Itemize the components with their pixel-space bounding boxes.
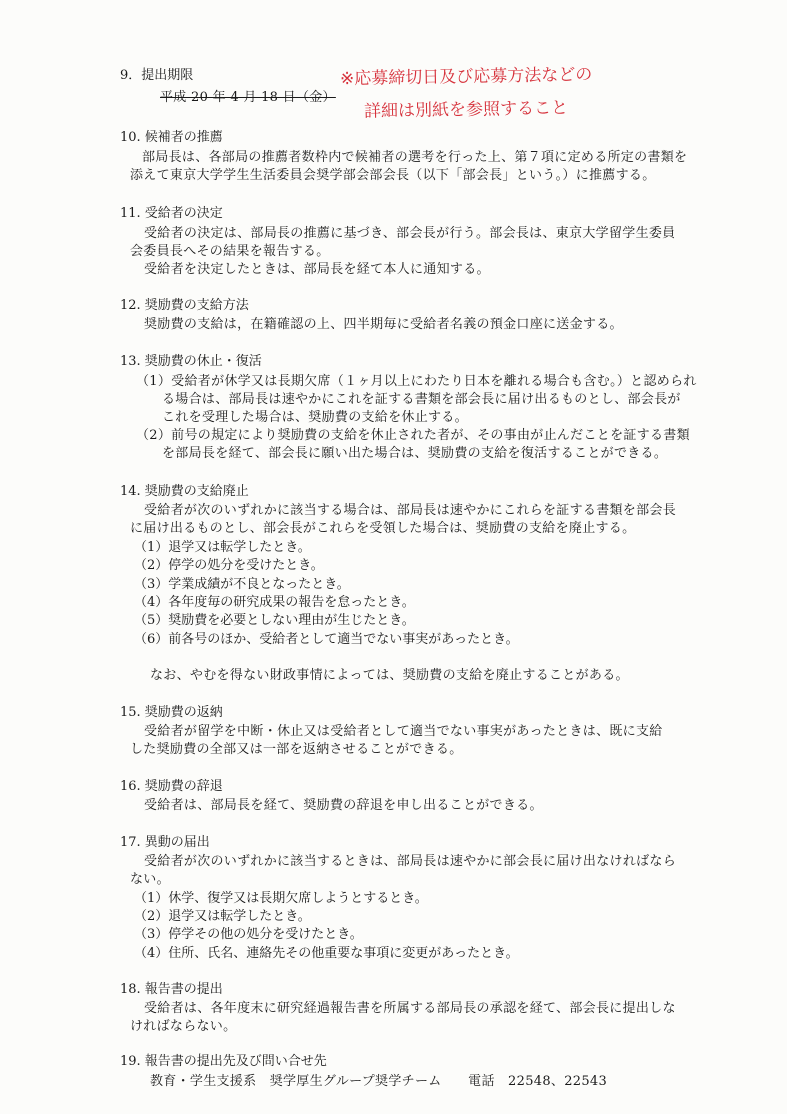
section-9-title: 9．提出期限 [120, 68, 194, 83]
handwritten-note-line-2: 詳細は別紙を参照すること [363, 98, 569, 122]
section-17-item: （2）退学又は転学したとき。 [134, 909, 311, 924]
section-14-item: （1）退学又は転学したとき。 [134, 540, 311, 555]
handwritten-note-line-1: ※応募締切日及び応募方法などの [339, 64, 593, 90]
section-15-title: 15. 奨励費の返納 [120, 705, 223, 720]
section-17-line: 受給者が次のいずれかに該当するときは、部局長は速やかに部会長に届け出なければなら [144, 854, 677, 869]
section-17-line: ない。 [130, 872, 170, 887]
section-14-item: （5）奨励費を必要としない理由が生じたとき。 [134, 613, 415, 628]
section-11-title: 11. 受給者の決定 [120, 206, 223, 221]
section-18-line: ければならない。 [130, 1019, 237, 1034]
section-14-line: に届け出るものとし、部会長がこれらを受領した場合は、奨励費の支給を廃止する。 [130, 521, 636, 536]
section-12-line: 奨励費の支給は，在籍確認の上、四半期毎に受給者名義の預金口座に送金する。 [144, 317, 623, 332]
section-18-line: 受給者は、各年度末に研究経過報告書を所属する部局長の承認を経て、部会長に提出しな [144, 1001, 676, 1016]
section-12-title: 12. 奨励費の支給方法 [120, 298, 249, 313]
section-13-line: これを受理した場合は、奨励費の支給を休止する。 [162, 410, 468, 425]
section-10-line: 添えて東京大学学生生活委員会奨学部会部会長（以下「部会長」という。）に推薦する。 [130, 168, 656, 183]
section-14-item: （4）各年度毎の研究成果の報告を怠ったとき。 [134, 595, 415, 610]
section-14-item: （2）停学の処分を受けたとき。 [134, 558, 324, 573]
section-16-line: 受給者は、部局長を経て、奨励費の辞退を申し出ることができる。 [144, 798, 543, 813]
section-17-item: （1）休学、復学又は長期欠席しようとするとき。 [134, 891, 428, 906]
section-14-footer: なお、やむを得ない財政事情によっては、奨励費の支給を廃止することがある。 [150, 668, 629, 683]
section-14-title: 14. 奨励費の支給廃止 [120, 484, 249, 499]
section-14-item: （3）学業成績が不良となったとき。 [134, 577, 350, 592]
section-13-line: （2）前号の規定により奨励費の支給を休止された者が、その事由が止んだことを証する書類 [136, 428, 690, 443]
section-13-line: を部局長を経て、部会長に願い出た場合は、奨励費の支給を復活することができる。 [162, 446, 668, 461]
section-19-title: 19. 報告書の提出先及び問い合せ先 [120, 1054, 327, 1069]
section-17-title: 17. 異動の届出 [120, 835, 210, 850]
section-18-title: 18. 報告書の提出 [120, 982, 223, 997]
section-13-line: （1）受給者が休学又は長期欠席（１ヶ月以上にわたり日本を離れる場合も含む。）と認められ [136, 374, 697, 389]
section-15-line: した奨励費の全部又は一部を返納させることができる。 [130, 742, 463, 757]
section-17-item: （3）停学その他の処分を受けたとき。 [134, 927, 363, 942]
section-10-line: 部局長は、各部局の推薦者数枠内で候補者の選考を行った上、第７項に定める所定の書類を [142, 150, 688, 165]
section-16-title: 16. 奨励費の辞退 [120, 779, 223, 794]
section-11-line: 受給者を決定したときは、部局長を経て本人に通知する。 [144, 262, 490, 277]
section-17-item: （4）住所、氏名、連絡先その他重要な事項に変更があったとき。 [134, 946, 519, 961]
struck-deadline: 平成 20 年 4 月 18 日（金） [160, 90, 336, 105]
section-14-item: （6）前各号のほか、受給者として適当でない事実があったとき。 [134, 632, 519, 647]
section-11-line: 受給者の決定は、部局長の推薦に基づき、部会長が行う。部会長は、東京大学留学生委員 [144, 226, 676, 241]
section-13-line: る場合は、部局長は速やかにこれを証する書類を部会長に届け出るものとし、部会長が [162, 392, 681, 407]
section-15-line: 受給者が留学を中断・休止又は受給者として適当でない事実があったときは、既に支給 [144, 724, 663, 739]
section-11-line: 会委員長へその結果を報告する。 [130, 244, 330, 259]
section-10-title: 10. 候補者の推薦 [120, 130, 223, 145]
contact-line: 教育・学生支援系 奨学厚生グループ奨学チーム 電話 22548、22543 [150, 1074, 608, 1089]
section-14-line: 受給者が次のいずれかに該当する場合は、部局長は速やかにこれらを証する書類を部会長 [144, 503, 677, 518]
section-13-title: 13. 奨励費の休止・復活 [120, 354, 262, 369]
